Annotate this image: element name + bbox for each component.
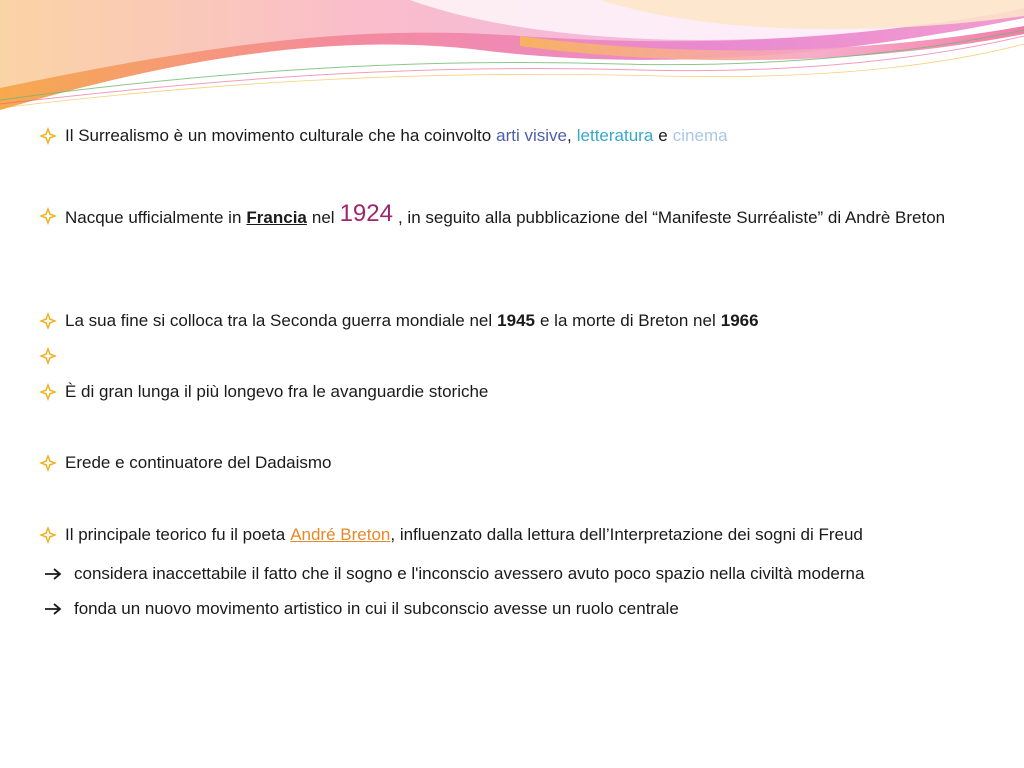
diamond-star-bullet-icon bbox=[38, 382, 58, 402]
bullet-item bbox=[38, 446, 1005, 480]
diamond-star-bullet-icon bbox=[38, 525, 58, 545]
arrow-text: fonda un nuovo movimento artistico in cui il subconscio avesse un ruolo centrale bbox=[74, 599, 679, 618]
highlight-cinema: cinema bbox=[672, 126, 728, 145]
andre-breton-link[interactable]: André Breton bbox=[290, 525, 391, 544]
bullet-item bbox=[38, 375, 1005, 409]
bullet-text: Nacque ufficialmente in bbox=[65, 208, 242, 227]
bullet-text: Il principale teorico fu il poeta bbox=[65, 525, 286, 544]
bullet-item bbox=[38, 518, 1005, 552]
bullet-text-suffix: , influenzato dalla lettura dell’Interpretazione dei sogni di Freud bbox=[390, 525, 863, 544]
header-swoosh-decoration bbox=[0, 0, 1024, 120]
bullet-text-mid: nel bbox=[311, 208, 335, 227]
bullet-item-empty bbox=[38, 339, 1005, 366]
highlight-letteratura: letteratura bbox=[576, 126, 654, 145]
bullet-item bbox=[38, 199, 1005, 235]
highlight-arti-visive: arti visive bbox=[496, 126, 568, 145]
bullet-text: È di gran lunga il più longevo fra le avanguardie storiche bbox=[65, 382, 489, 401]
diamond-star-bullet-icon bbox=[38, 453, 58, 473]
country-francia: Francia bbox=[246, 208, 307, 227]
diamond-star-bullet-icon bbox=[38, 346, 58, 366]
comma-separator: , bbox=[567, 126, 572, 145]
bullet-text-mid: e la morte di Breton nel bbox=[539, 311, 716, 330]
bullet-text: Erede e continuatore del Dadaismo bbox=[65, 453, 332, 472]
bullet-item bbox=[38, 304, 1005, 338]
year-1966: 1966 bbox=[720, 311, 759, 330]
diamond-star-bullet-icon bbox=[38, 126, 58, 146]
bullet-text: La sua fine si colloca tra la Seconda guerra mondiale nel bbox=[65, 311, 493, 330]
year-1924: 1924 bbox=[339, 200, 393, 227]
arrow-item bbox=[44, 561, 864, 587]
diamond-star-bullet-icon bbox=[38, 311, 58, 331]
bullet-item bbox=[38, 119, 1005, 153]
year-1945: 1945 bbox=[497, 311, 535, 330]
arrow-item bbox=[44, 596, 679, 622]
bullet-text-suffix: , in seguito alla pubblicazione del “Manifeste Surréaliste” di Andrè Breton bbox=[397, 208, 946, 227]
bullet-text: Il Surrealismo è un movimento culturale che ha coinvolto bbox=[65, 126, 492, 145]
diamond-star-bullet-icon bbox=[38, 206, 58, 226]
arrow-text: considera inaccettabile il fatto che il sogno e l'inconscio avessero avuto poco spazio nella civiltà moderna bbox=[74, 564, 865, 583]
right-arrow-icon bbox=[44, 602, 62, 616]
right-arrow-icon bbox=[44, 567, 62, 581]
conjunction: e bbox=[658, 126, 668, 145]
